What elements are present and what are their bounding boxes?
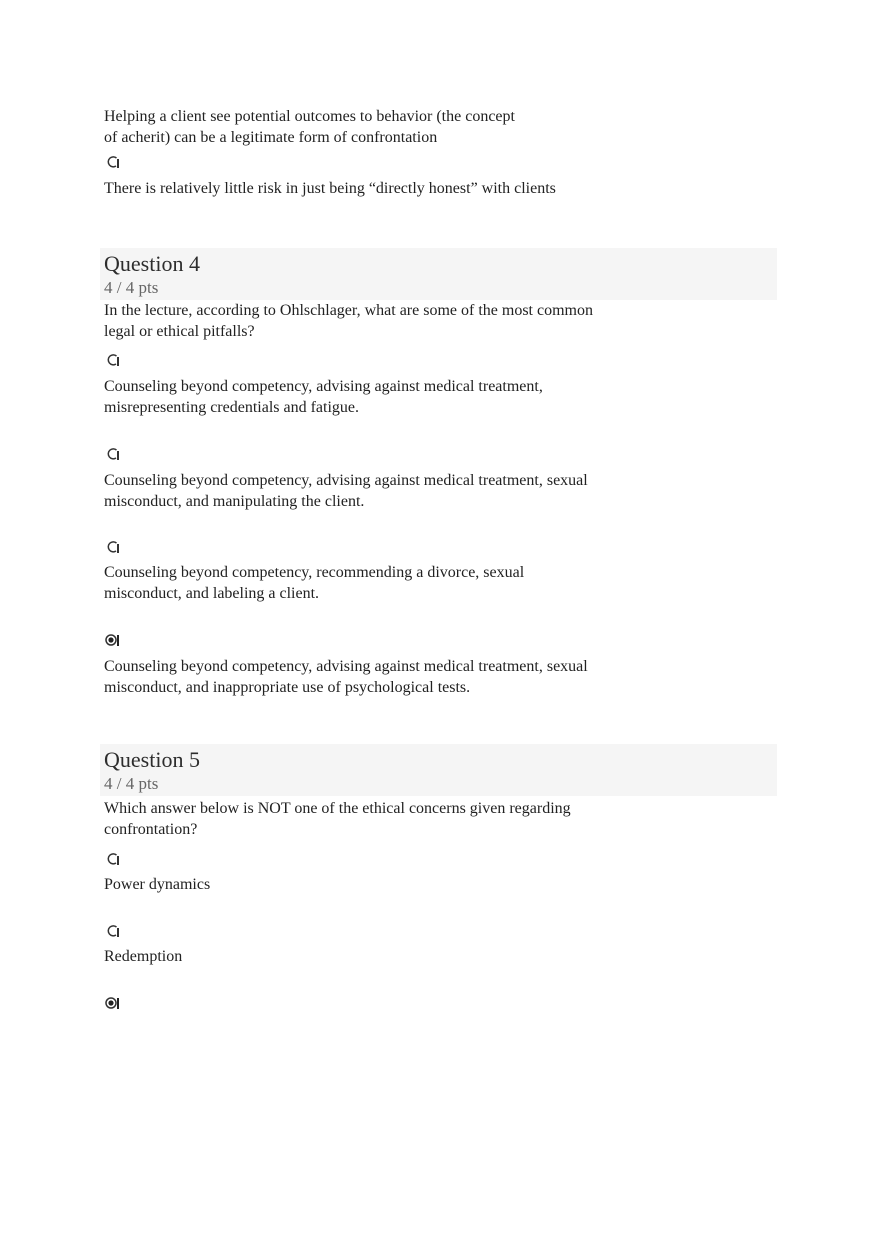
radio-selected-icon: [104, 632, 120, 648]
question-4-title: Question 4: [104, 251, 200, 276]
q3-option-2-radio[interactable]: [104, 154, 120, 170]
question-5-points: 4 / 4 pts: [104, 774, 159, 793]
q5-option-1-text: Power dynamics: [104, 876, 211, 893]
question-5-header: [100, 744, 777, 796]
q4-option-3-text: Counseling beyond competency, recommending a divorce, sexual misconduct, and labeling a client.: [104, 564, 525, 602]
q4-option-4-radio[interactable]: [104, 632, 120, 648]
q3-option-1-text: Helping a client see potential outcomes to behavior (the concept of acherit) can be a legitimate form of confrontation: [104, 108, 515, 146]
radio-unselected-icon: [104, 539, 120, 555]
q5-option-2-text: Redemption: [104, 948, 183, 965]
question-5-prompt: Which answer below is NOT one of the ethical concerns given regarding confrontation?: [104, 800, 571, 838]
q4-option-1-radio[interactable]: [104, 352, 120, 368]
question-4-header: [100, 248, 777, 300]
radio-unselected-icon: [104, 446, 120, 462]
q4-option-3-radio[interactable]: [104, 539, 120, 555]
radio-unselected-icon: [104, 154, 120, 170]
radio-unselected-icon: [104, 352, 120, 368]
radio-unselected-icon: [104, 851, 120, 867]
radio-unselected-icon: [104, 923, 120, 939]
question-4-points: 4 / 4 pts: [104, 278, 159, 297]
q3-option-2-text: There is relatively little risk in just being “directly honest” with clients: [104, 180, 556, 197]
q4-option-4-text: Counseling beyond competency, advising against medical treatment, sexual misconduct, and inappropriate use of psychological tests.: [104, 658, 588, 696]
question-5-title: Question 5: [104, 747, 200, 772]
q4-option-2-text: Counseling beyond competency, advising against medical treatment, sexual misconduct, and manipulating the client.: [104, 472, 588, 510]
q5-option-1-radio[interactable]: [104, 851, 120, 867]
radio-selected-icon: [104, 995, 120, 1011]
q5-option-2-radio[interactable]: [104, 923, 120, 939]
q5-option-3-radio[interactable]: [104, 995, 120, 1011]
q4-option-2-radio[interactable]: [104, 446, 120, 462]
q4-option-1-text: Counseling beyond competency, advising against medical treatment, misrepresenting credentials and fatigue.: [104, 378, 543, 416]
question-4-prompt: In the lecture, according to Ohlschlager, what are some of the most common legal or ethical pitfalls?: [104, 302, 593, 340]
